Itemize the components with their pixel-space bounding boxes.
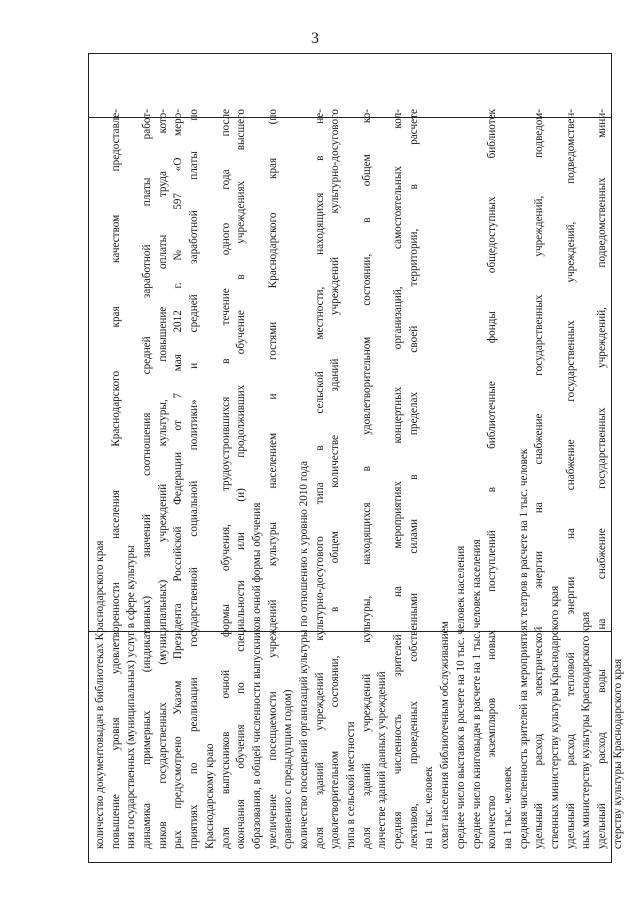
indicator-line: количество документовыдач в библиотеках Краснодарского края — [94, 540, 106, 849]
indicator-line: доля зданий учреждений культурно-досугового типа в сельской местности, находящихся в не- — [313, 109, 326, 849]
indicator-line: ния государственных (муниципальных) услуг в сфере культуры — [125, 545, 138, 849]
indicator-line: количество посещений организаций культуры по отношению к уровню 2010 года — [297, 460, 310, 849]
indicator-line: доля выпускников очной формы обучения, трудоустроившихся в течение одного года после — [219, 109, 232, 849]
indicator-line: ников государственных (муниципальных) учреждений культуры, повышение оплаты труда кото- — [156, 109, 169, 849]
indicators-cell — [93, 109, 624, 849]
indicator-line: удельный расход воды на снабжение государственных учреждений, подведомственных мини- — [596, 109, 608, 849]
indicator-line: динамика примерных (индикативных) значений соотношения средней заработной платы работ- — [141, 109, 154, 849]
indicator-line: на 1 тыс. человек — [501, 766, 514, 849]
indicator-line: охват населения библиотечным обслуживанием — [439, 621, 452, 849]
indicator-line: типа в сельской местности — [345, 721, 357, 849]
indicator-line: на 1 тыс. человек — [423, 766, 436, 849]
indicator-line: личестве зданий данных учреждений — [376, 671, 389, 849]
indicator-line: удельный расход тепловой энергии на снабжение государственных учреждений, подведомствен- — [564, 109, 577, 849]
indicator-line: средняя численность зрителей на мероприятиях театров в расчете на 1 тыс. человек — [517, 448, 530, 849]
indicator-line: ственных министерству культуры Краснодарского края — [548, 585, 561, 849]
page-number: 3 — [311, 30, 319, 47]
indicator-line: средняя численность зрителей на мероприятиях концертных организаций, самостоятельных кол- — [392, 109, 405, 849]
indicator-line: повышение уровня удовлетворенности населения Краснодарского края качеством предоставле- — [109, 109, 122, 849]
indicator-line: количество экземпляров новых поступлений в библиотечные фонды общедоступных библиотек — [486, 109, 499, 849]
indicator-line: рых предусмотрено Указом Президента Российской Федерации от 7 мая 2012 г. № 597 «О меро- — [172, 109, 185, 849]
indicator-line: удельный расход электрической энергии на снабжение государственных учреждений, подведом- — [533, 109, 546, 849]
indicator-line: образования, в общей численности выпускников очной формы обучения — [250, 502, 263, 849]
indicator-line: среднее число книговыдач в расчете на 1 тыс. человек населения — [470, 539, 483, 849]
indicator-line: приятиях по реализации государственной социальной политики» и средней заработной платы по — [188, 109, 201, 849]
indicator-line: Краснодарскому краю — [203, 743, 216, 849]
indicator-line: удовлетворительном состоянии, в общем количестве зданий учреждений культурно-досугового — [329, 109, 342, 849]
indicator-line: среднее число выставок в расчете на 10 тыс. человек населения — [454, 545, 467, 849]
indicator-line: увеличение посещаемости учреждений культуры населением и гостями Краснодарского края (по — [266, 109, 279, 849]
indicator-line: окончания обучения по специальности или (и) продолживших обучение в учреждениях высшего — [235, 109, 248, 849]
indicator-line: лективов, проведенных собственными силами в пределах своей территории, в расчете — [407, 109, 420, 849]
indicator-line: ных министерству культуры Краснодарского края — [580, 611, 593, 849]
indicator-line: стерству культуры Краснодарского края — [611, 658, 624, 849]
indicator-line: сравнению с предыдущим годом) — [282, 689, 295, 849]
indicator-line: доля зданий учреждений культуры, находящихся в удовлетворительном состоянии, в общем ко- — [360, 109, 373, 849]
